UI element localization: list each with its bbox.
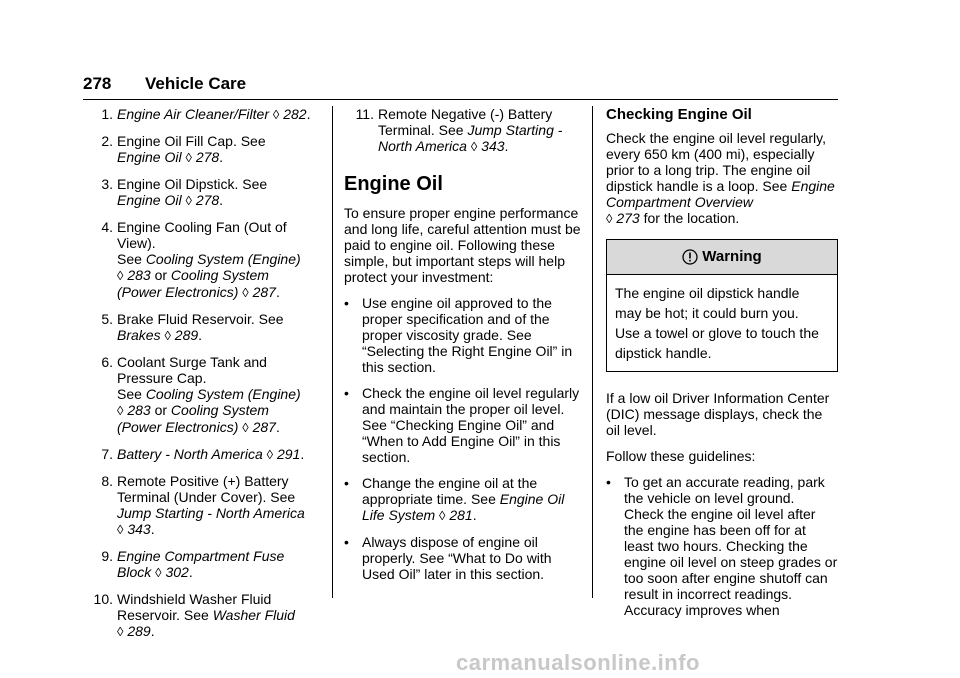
page-ref[interactable]: 302 (165, 564, 189, 580)
column-1 (83, 106, 323, 650)
cross-ref[interactable]: Cooling System (Engine) (145, 251, 301, 267)
item-text: Coolant Surge Tank and (117, 354, 267, 370)
warning-line: may be hot; it could burn you. (615, 305, 799, 321)
page-ref-icon: ◊ (117, 624, 124, 639)
warning-line: Use a towel or glove to touch the (615, 325, 819, 341)
punct: . (275, 284, 280, 300)
bullet-text: Use engine oil approved to the proper specification and of the proper viscosity grade. See “Selecting the Right Engine Oil” in this section. (362, 295, 573, 375)
paragraph (606, 130, 838, 227)
page-ref[interactable]: 283 (127, 267, 151, 283)
punct: . (275, 419, 280, 435)
item-text: Remote Positive (+) Battery (117, 473, 289, 489)
cross-ref[interactable]: (Power Electronics) (117, 419, 239, 435)
item-number: 7. (101, 446, 113, 462)
item-text: Terminal (Under Cover). See (117, 489, 296, 505)
cross-ref[interactable]: Engine Compartment Fuse (117, 548, 285, 564)
bullet-icon: • (344, 385, 349, 401)
page-ref[interactable]: 282 (283, 106, 307, 122)
column-divider (592, 106, 593, 598)
cross-ref[interactable]: Washer Fluid (212, 607, 295, 623)
punct: . (150, 623, 155, 639)
page-ref-icon: ◊ (117, 403, 124, 418)
item-text: or (154, 267, 168, 283)
list-item (83, 133, 323, 166)
cross-ref[interactable]: Cooling System (170, 402, 269, 418)
item-text: Pressure Cap. (117, 370, 207, 386)
page-ref[interactable]: 343 (127, 521, 151, 537)
subsection-heading: Checking Engine Oil (606, 106, 752, 123)
cross-ref[interactable]: Engine Compartment Overview (606, 178, 835, 210)
cross-ref[interactable]: Brakes (117, 327, 161, 343)
item-text: Remote Negative (-) Battery (378, 106, 553, 122)
page-number: 278 (83, 74, 112, 93)
cross-ref[interactable]: Cooling System (170, 267, 269, 283)
paragraph-text: for the location. (643, 210, 740, 226)
bullet-item (344, 385, 584, 465)
list-item (344, 106, 584, 155)
item-number: 10. (93, 591, 113, 607)
page-ref[interactable]: 273 (616, 210, 640, 226)
punct: . (188, 564, 193, 580)
cross-ref[interactable]: North America (378, 138, 467, 154)
punct: . (219, 149, 224, 165)
page-ref-icon: ◊ (606, 211, 613, 226)
item-text: Brake Fluid Reservoir. See (117, 311, 284, 327)
bullet-text: Check the engine oil level regularly and maintain the proper oil level. See “Checking Engine Oil” and “When to Add Engine Oil” in this section. (362, 385, 580, 465)
cross-ref[interactable]: Block (117, 564, 152, 580)
item-text: See (117, 386, 142, 402)
warning-title: Warning (702, 248, 762, 265)
page-ref[interactable]: 289 (127, 623, 151, 639)
page-ref-icon: ◊ (266, 447, 274, 462)
page-title: Vehicle Care (145, 74, 247, 93)
paragraph: To ensure proper engine performance and long life, careful attention must be paid to engine oil. Following these simple, but important steps will help protect your investment: (344, 205, 581, 285)
page-ref[interactable]: 287 (252, 284, 276, 300)
punct: . (504, 138, 509, 154)
list-item (83, 176, 323, 209)
page-ref-icon: ◊ (272, 107, 280, 122)
item-number: 6. (101, 354, 113, 370)
page-ref[interactable]: 291 (276, 446, 301, 462)
list-item (83, 591, 323, 640)
bullet-icon: • (344, 475, 349, 491)
bullet-text: Always dispose of engine oil properly. See “What to Do with Used Oil” later in this section. (362, 534, 552, 582)
page-ref-icon: ◊ (242, 285, 249, 300)
page-ref-icon: ◊ (185, 150, 192, 165)
list-item (83, 311, 323, 344)
item-number: 5. (101, 311, 113, 327)
item-text: See (117, 251, 142, 267)
paragraph-text: Check the engine oil level regularly, every 650 km (400 mi), especially prior to a long trip. The engine oil dipstick handle is a loop. See (606, 130, 826, 194)
list-item (83, 106, 323, 123)
cross-ref[interactable]: Battery - North America (117, 446, 263, 462)
warning-line: dipstick handle. (615, 345, 712, 361)
cross-ref[interactable]: Jump Starting - North America (117, 505, 305, 521)
bullet-item (344, 475, 584, 524)
page-ref-icon: ◊ (117, 268, 124, 283)
punct: . (472, 507, 477, 523)
page-ref[interactable]: 281 (449, 507, 473, 523)
page-ref[interactable]: 343 (481, 138, 505, 154)
list-item (83, 446, 323, 463)
punct: . (306, 106, 311, 122)
column-2 (344, 106, 584, 592)
item-number: 8. (101, 473, 113, 489)
punct: . (198, 327, 203, 343)
page-ref-icon: ◊ (470, 139, 478, 154)
cross-ref[interactable]: Engine Oil (117, 149, 182, 165)
cross-ref[interactable]: Cooling System (Engine) (145, 386, 301, 402)
item-number: 9. (101, 548, 113, 564)
bullet-item (344, 534, 584, 582)
punct: . (219, 192, 224, 208)
item-number: 2. (101, 133, 113, 149)
list-item (83, 354, 323, 436)
item-text: Engine Cooling Fan (Out of (117, 219, 287, 235)
cross-ref[interactable]: Jump Starting - (467, 122, 563, 138)
item-text: Reservoir. See (117, 607, 209, 623)
column-3 (606, 106, 838, 628)
bullet-text: Change the engine oil at the appropriate time. See (362, 475, 538, 507)
page-ref[interactable]: 278 (195, 192, 220, 208)
page-ref-icon: ◊ (155, 565, 162, 580)
page-ref-icon: ◊ (117, 522, 124, 537)
bullet-icon: • (606, 474, 611, 490)
item-text: or (154, 402, 168, 418)
cross-ref[interactable]: Engine Air Cleaner/Filter (117, 106, 269, 122)
page-ref-icon: ◊ (164, 328, 171, 343)
page-ref[interactable]: 289 (174, 327, 199, 343)
section-heading: Engine Oil (344, 173, 443, 195)
bullet-item (344, 295, 584, 375)
bullet-item (606, 474, 838, 618)
item-text: Engine Oil Fill Cap. See (117, 133, 266, 149)
page-ref-icon: ◊ (242, 420, 249, 435)
cross-ref[interactable]: Engine Oil Life System (362, 491, 565, 523)
punct: . (300, 446, 305, 462)
paragraph: Follow these guidelines: (606, 448, 756, 464)
list-item (83, 548, 323, 581)
item-number: 1. (101, 106, 113, 122)
page-ref[interactable]: 287 (252, 419, 276, 435)
paragraph: If a low oil Driver Information Center (DIC) message displays, check the oil level. (606, 390, 830, 438)
page-ref[interactable]: 283 (127, 402, 151, 418)
warning-icon (682, 249, 698, 265)
page-header (83, 66, 838, 100)
page-ref-icon: ◊ (439, 508, 446, 523)
warning-box (606, 239, 838, 372)
bullet-text: To get an accurate reading, park the vehicle on level ground. Check the engine oil level after the engine has been off for at least two hours. Checking the engine oil level on steep grades or too soon after engine shutoff can result in incorrect readings. Accuracy improves when (624, 474, 838, 618)
warning-header (607, 240, 837, 275)
bullet-icon: • (344, 295, 349, 311)
warning-body (607, 275, 837, 371)
item-text: Terminal. See (378, 122, 464, 138)
cross-ref[interactable]: Engine Oil (117, 192, 182, 208)
item-text: View). (117, 235, 156, 251)
warning-line: The engine oil dipstick handle (615, 285, 800, 301)
list-item (83, 473, 323, 538)
cross-ref[interactable]: (Power Electronics) (117, 284, 239, 300)
page-ref[interactable]: 278 (195, 149, 220, 165)
punct: . (150, 521, 155, 537)
item-number: 4. (101, 219, 113, 235)
watermark: carmanualsonline.info (456, 650, 700, 675)
item-text: Windshield Washer Fluid (117, 591, 272, 607)
item-text: Engine Oil Dipstick. See (117, 176, 268, 192)
item-number: 11. (355, 106, 374, 122)
column-divider (332, 106, 333, 598)
item-number: 3. (101, 176, 113, 192)
page-ref-icon: ◊ (185, 193, 192, 208)
bullet-icon: • (344, 534, 349, 550)
list-item (83, 219, 323, 301)
